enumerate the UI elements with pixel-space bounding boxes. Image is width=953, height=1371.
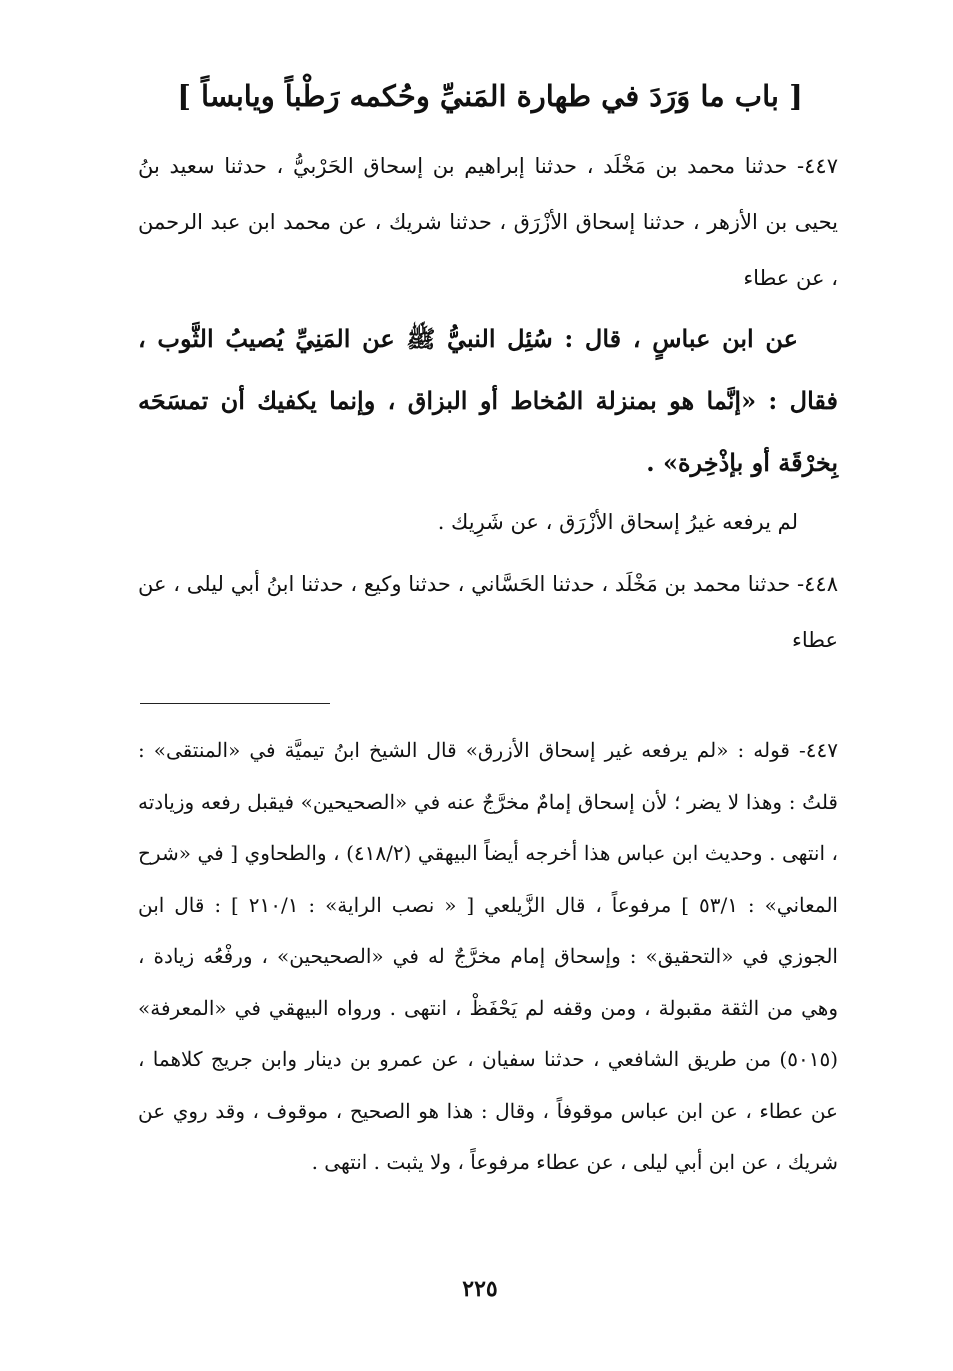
page-number: ٢٢٥ [462,1276,498,1302]
hadith-447-isnad: ٤٤٧- حدثنا محمد بن مَخْلَد ، حدثنا إبراهيم بن إسحاق الحَرْبيُّ ، حدثنا سعيد بنُ يحيى بن الأزهر ، حدثنا إسحاق الأزْرَق ، حدثنا شريك ، عن محمد ابن عبد الرحمن ، عن عطاء [138,154,838,290]
main-text [138,138,838,668]
hadith-447-matn: عن ابن عباسٍ ، قال : سُئِل النبيُّ ﷺ عن المَنِيِّ يُصيبُ الثَّوب ، فقال : «إنَّما هو بمنزلة المُخاط أو البزاق ، وإنما يكفيك أن تمسَحَه بِخرْقَة أو بإذْخِرة» . [138,324,838,477]
footnotes [138,725,838,1189]
footnote-447: ٤٤٧- قوله : «لم يرفعه غير إسحاق الأزرق» قال الشيخ ابنُ تيميَّة في «المنتقى» : قلتُ : وهذا لا يضر ؛ لأن إسحاق إمامٌ مخرَّجٌ عنه في «الصحيحين» فيقبل رفعه وزيادته ، انتهى . وحديث ابن عباس هذا أخرجه أيضاً البيهقي (٤١٨/٢) ، والطحاوي [ في «شرح المعاني» : ٥٣/١ ] مرفوعاً ، قال الزَّيلعي [ « نصب الراية» : ٢١٠/١ ] : قال ابن الجوزي في «التحقيق» : وإسحاق إمام مخرَّجٌ له في «الصحيحين» ، ورفْعُه زيادة ، وهي من الثقة مقبولة ، ومن وقفه لم يَحْفَظْ ، انتهى . ورواه البيهقي في «المعرفة» (٥٠١٥) من طريق الشافعي ، حدثنا سفيان ، عن عمرو بن دينار وابن جريج كلاهما ، عن عطاء ، عن ابن عباس موقوفاً ، وقال : هذا هو الصحيح ، موقوف ، وقد روي عن شريك ، عن ابن أبي ليلى ، عن عطاء مرفوعاً ، ولا يثبت . انتهى . [138,738,838,1174]
hadith-447-comment: لم يرفعه غيرُ إسحاق الأزْرَق ، عن شَرِيك . [437,510,798,534]
hadith-448-isnad: ٤٤٨- حدثنا محمد بن مَخْلَد ، حدثنا الحَسَّاني ، حدثنا وكيع ، حدثنا ابنُ أبي ليلى ، عن عطاء [138,572,838,652]
chapter-heading: [ باب ما وَرَدَ في طهارة المَنيِّ وحُكمه رَطْباً ويابساً ] [177,79,803,113]
footnote-separator [140,703,330,704]
